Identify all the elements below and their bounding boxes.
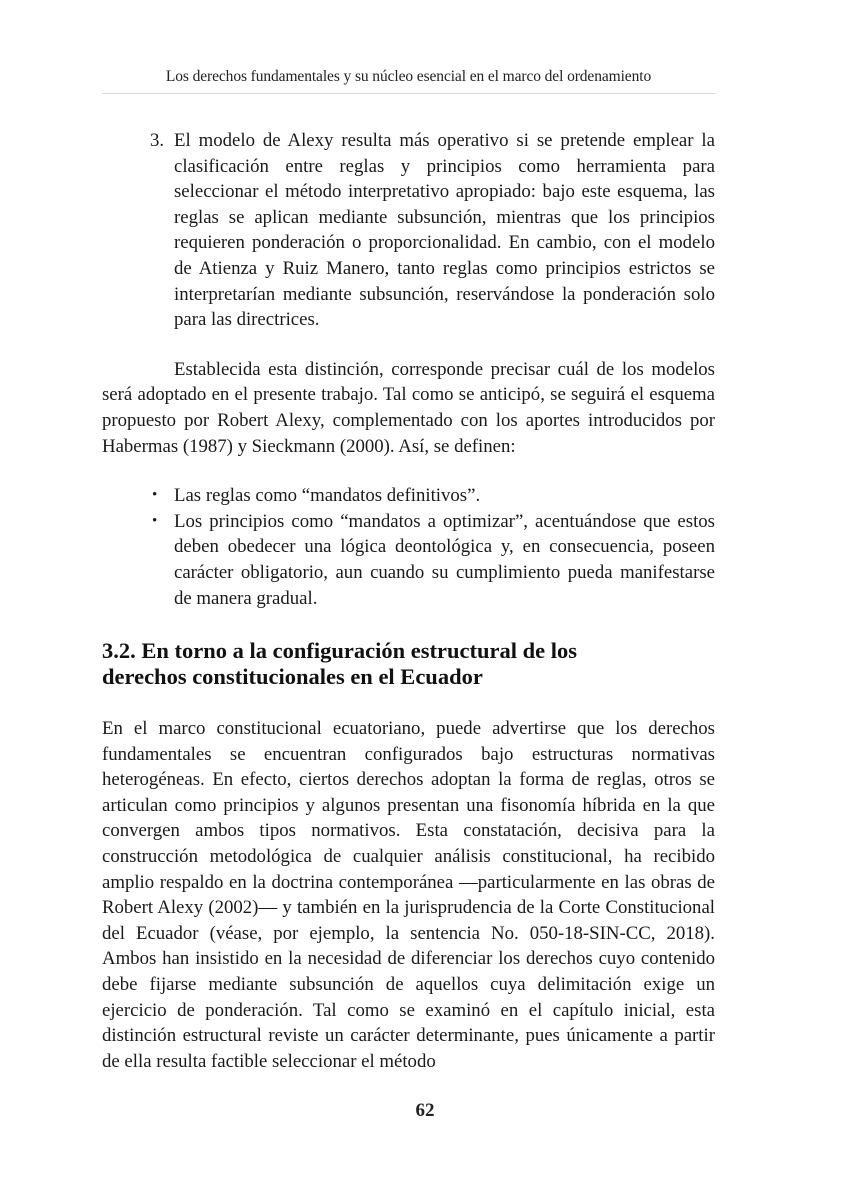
- bullet-text: Los principios como “mandatos a optimizar”, acentuándose que estos deben obedecer una lógica deontológica y, en consecuencia, poseen carácter obligatorio, aun cuando su cumplimiento pueda manifestarse de manera gradual.: [174, 510, 715, 609]
- page-body: [102, 128, 715, 1074]
- body-paragraph: Establecida esta distinción, corresponde precisar cuál de los modelos será adoptado en el presente trabajo. Tal como se anticipó, se seguirá el esquema propuesto por Robert Alexy, complementado con los aportes introducidos por Habermas (1987) y Sieckmann (2000). Así, se definen:: [102, 358, 715, 457]
- numbered-list-item: [102, 128, 715, 333]
- page-number: 62: [415, 1100, 435, 1121]
- section-heading: 3.2. En torno a la configuración estructural de los derechos constitucionales en el Ecuador: [102, 638, 577, 690]
- bullet-item: [102, 509, 715, 611]
- bullet-marker: •: [152, 487, 158, 504]
- header-divider: [102, 93, 715, 94]
- body-paragraph: En el marco constitucional ecuatoriano, puede advertirse que los derechos fundamentales se encuentran configurados bajo estructuras normativas heterogéneas. En efecto, ciertos derechos adoptan la forma de reglas, otros se articulan como principios y algunos presentan una fisonomía híbrida en la que convergen ambos tipos normativos. Esta constatación, decisiva para la construcción metodológica de cualquier análisis constitucional, ha recibido amplio respaldo en la doctrina contemporánea —particularmente en las obras de Robert Alexy (2002)— y también en la jurisprudencia de la Corte Constitucional del Ecuador (véase, por ejemplo, la sentencia No. 050-18-SIN-CC, 2018). Ambos han insistido en la necesidad de diferenciar los derechos cuyo contenido debe fijarse mediante subsunción de aquellos cuya delimitación exige un ejercicio de ponderación. Tal como se examinó en el capítulo inicial, esta distinción estructural reviste un carácter determinante, pues únicamente a partir de ella resulta factible seleccionar el método: [102, 718, 715, 1072]
- bullet-item: [102, 483, 715, 509]
- bullet-text: Las reglas como “mandatos definitivos”.: [174, 485, 481, 507]
- list-item-number: 3.: [150, 130, 165, 151]
- running-header: Los derechos fundamentales y su núcleo esencial en el marco del ordenamiento: [165, 68, 652, 85]
- list-item-text: El modelo de Alexy resulta más operativo si se pretende emplear la clasificación entre reglas y principios como herramienta para seleccionar el método interpretativo apropiado: bajo este esquema, las reglas se aplican mediante subsunción, mientras que los principios requieren ponderación o proporcionalidad. En cambio, con el modelo de Atienza y Ruiz Manero, tanto reglas como principios estrictos se interpretarían mediante subsunción, reservándose la ponderación solo para las directrices.: [174, 130, 715, 331]
- bullet-list: [102, 483, 715, 611]
- bullet-marker: •: [152, 512, 158, 529]
